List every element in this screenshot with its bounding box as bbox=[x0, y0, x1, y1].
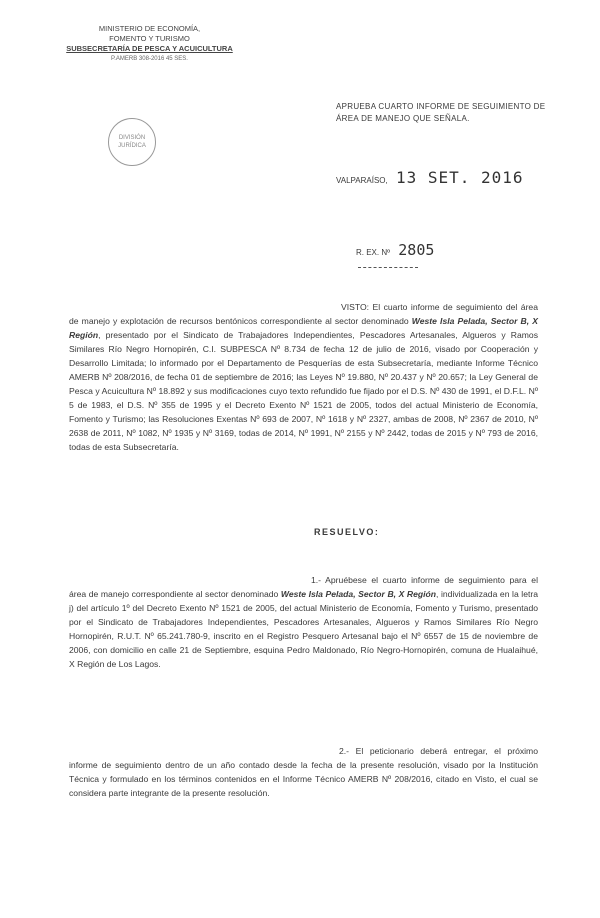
stamp-line-1: DIVISIÓN bbox=[118, 135, 146, 141]
date-line bbox=[336, 168, 536, 187]
undersecretariat-name: SUBSECRETARÍA DE PESCA Y ACUICULTURA bbox=[66, 44, 233, 53]
para1-lead: 1.- Apruébese el cuarto informe de seguimiento para el área de manejo correspondiente al sector denominado bbox=[69, 575, 538, 599]
ministry-name: MINISTERIO DE ECONOMÍA, bbox=[98, 24, 201, 33]
resolution-underline bbox=[358, 267, 418, 268]
resolution-number: 2805 bbox=[398, 241, 435, 259]
letterhead bbox=[62, 24, 237, 64]
division-stamp bbox=[108, 118, 156, 166]
resolution-number-line bbox=[356, 241, 476, 268]
ministry-name-2: FOMENTO Y TURISMO bbox=[109, 34, 190, 43]
para1-rest: , individualizada en la letra j) del artículo 1º del Decreto Exento Nº 1521 de 2005, del actual Ministerio de Economía, Fomento y Turismo, presentado por el Sindicato de Trabajadores Independientes, Pescadores Artesanales, Algueros y Ramos Similares Río Negro Hornopirén, R.U.T. Nº 65.241.780-9, inscrito en el Registro Pesquero Artesanal bajo el Nº 6557 de 15 de noviembre de 2006, con domicilio en calle 21 de Septiembre, esquina Pedro Maldonado, Río Negro-Hornopirén, comuna de Hualaihué, X Región de Los Lagos. bbox=[69, 589, 538, 669]
resolution-paragraph-2: 2.- El peticionario deberá entregar, el próximo informe de seguimiento dentro de un año contado desde la fecha de la presente resolución, visado por la Institución Técnica y formulado en los términos contenidos en el Informe Técnico AMERB Nº 208/2016, citado en Visto, el cual se considera parte integrante de la presente resolución. bbox=[69, 746, 538, 798]
reference-code: P.AMERB 308-2016 45 SES. bbox=[111, 56, 188, 62]
visto-paragraph bbox=[69, 300, 538, 454]
resolution-paragraph-1 bbox=[69, 573, 538, 671]
visto-rest: , presentado por el Sindicato de Trabajadores Independientes, Pescadores Artesanales, Algueros y Ramos Similares Río Negro Hornopirén, C.I. SUBPESCA Nº 8.734 de fecha 12 de julio de 2016, visado por Cooperación y Desarrollo Limitada; lo informado por el Departamento de Pesquerías de esta Subsecretaría, mediante Informe Técnico AMERB Nº 208/2016, de fecha 01 de septiembre de 2016; las Leyes Nº 19.880, Nº 20.437 y Nº 20.657; la Ley General de Pesca y Acuicultura Nº 18.892 y sus modificaciones cuyo texto refundido fue fijado por el D.S. Nº 430 de 1991, el D.F.L. Nº 5 de 1983, el D.S. Nº 355 de 1995 y el Decreto Exento Nº 1521 de 2005, todos del actual Ministerio de Economía, Fomento y Turismo; las Resoluciones Exentas Nº 693 de 2007, Nº 1618 y Nº 2327, ambas de 2008, Nº 2367 de 2010, Nº 2638 de 2011, Nº 1082, Nº 1935 y Nº 3169, todas de 2014, Nº 1991, Nº 2155 y Nº 2442, todas de 2015 y Nº 793 de 2016, todas de esta Subsecretaría. bbox=[69, 330, 538, 452]
stamp-line-2: JURÍDICA bbox=[118, 143, 146, 149]
para1-sector: Weste Isla Pelada, Sector B, X Región bbox=[280, 589, 437, 599]
document-subject: APRUEBA CUARTO INFORME DE SEGUIMIENTO DE ÁREA DE MANEJO QUE SEÑALA. bbox=[336, 102, 546, 123]
visto-lead: VISTO: El cuarto informe de seguimiento del área de manejo y explotación de recursos bentónicos correspondiente al sector denominado bbox=[69, 302, 538, 326]
resuelvo-heading: RESUELVO: bbox=[314, 527, 380, 537]
date-place: VALPARAÍSO, bbox=[336, 176, 388, 185]
date-stamp: 13 SET. 2016 bbox=[395, 168, 524, 187]
visto-sector: Weste Isla Pelada, Sector B, X Región bbox=[69, 316, 538, 340]
resolution-label: R. EX. Nº bbox=[356, 248, 391, 257]
